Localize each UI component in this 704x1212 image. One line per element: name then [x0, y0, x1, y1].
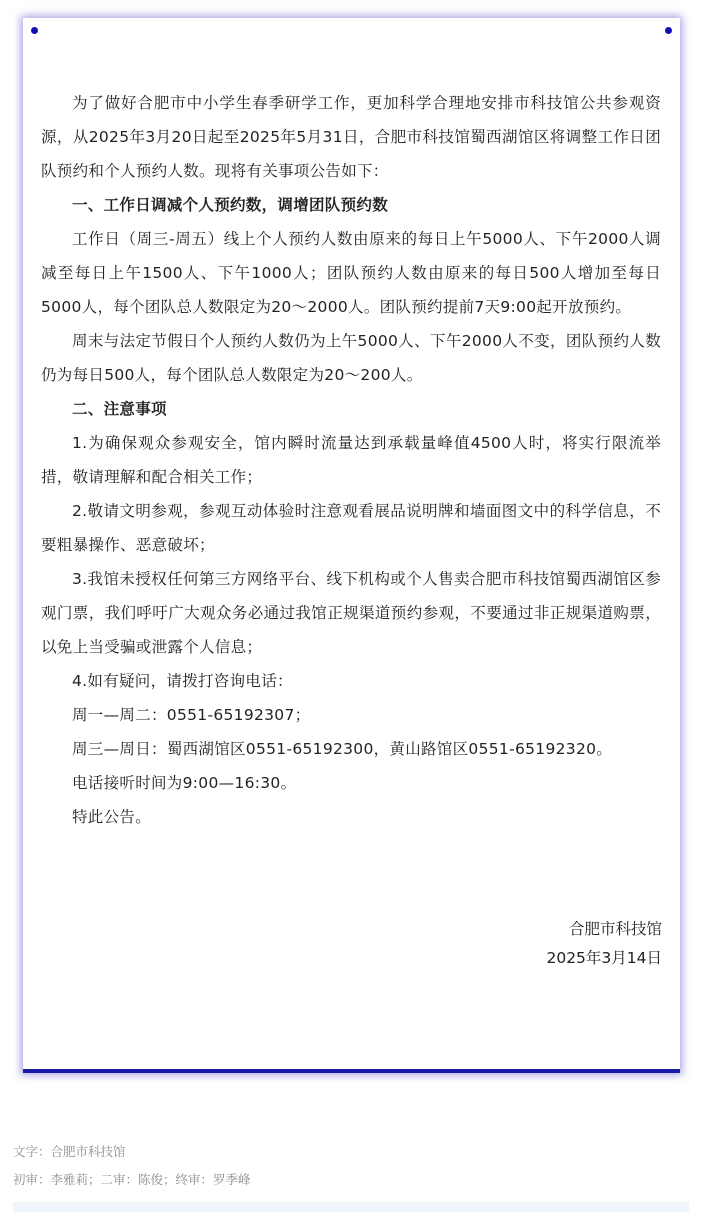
- signature-org: 合肥市科技馆: [568, 920, 662, 938]
- notice-item-3: 3.我馆未授权任何第三方网络平台、线下机构或个人售卖合肥市科技馆蜀西湖馆区参观门票，我们呼吁广大观众务必通过我馆正规渠道预约参观，不要通过非正规渠道购票，以免上当受骗或泄露个人信息；: [41, 570, 661, 656]
- author-credit: 文字：合肥市科技馆: [13, 1144, 126, 1159]
- signature-date: 2025年3月14日: [546, 949, 662, 967]
- bottom-strip: [13, 1202, 689, 1212]
- intro-paragraph: 为了做好合肥市中小学生春季研学工作，更加科学合理地安排市科技馆公共参观资源，从2025年3月20日起至2025年5月31日，合肥市科技馆蜀西湖馆区将调整工作日团队预约和个人预约人数。现将有关事项公告如下：: [41, 94, 661, 180]
- phone-wed-sun: 周三—周日：蜀西湖馆区0551-65192300，黄山路馆区0551-65192320。: [72, 740, 613, 758]
- notice-item-1: 1.为确保观众参观安全，馆内瞬时流量达到承载量峰值4500人时，将实行限流举措，敬请理解和配合相关工作；: [41, 434, 661, 486]
- phone-mon-tue: 周一—周二：0551-65192307；: [72, 706, 311, 724]
- notice-body: [41, 86, 661, 834]
- review-credit: 初审：李雅莉；二审：陈俊；终审：罗季峰: [13, 1172, 251, 1187]
- signature-block: [546, 915, 662, 973]
- section-heading-2: 二、注意事项: [72, 400, 167, 418]
- corner-dot-right: [665, 27, 672, 34]
- weekday-paragraph: 工作日（周三-周五）线上个人预约人数由原来的每日上午5000人、下午2000人调减至每日上午1500人、下午1000人；团队预约人数由原来的每日500人增加至每日5000人，每个团队总人数限定为20～2000人。团队预约提前7天9:00起开放预约。: [41, 230, 661, 316]
- notice-item-2: 2.敬请文明参观，参观互动体验时注意观看展品说明牌和墙面图文中的科学信息，不要粗暴操作、恶意破坏；: [41, 502, 661, 554]
- phone-hours: 电话接听时间为9:00—16:30。: [72, 774, 297, 792]
- credits-block: [13, 1138, 251, 1194]
- section-heading-1: 一、工作日调减个人预约数，调增团队预约数: [72, 196, 389, 214]
- corner-dot-left: [31, 27, 38, 34]
- closing-line: 特此公告。: [72, 808, 152, 826]
- weekend-paragraph: 周末与法定节假日个人预约人数仍为上午5000人、下午2000人不变，团队预约人数仍为每日500人，每个团队总人数限定为20～200人。: [41, 332, 661, 384]
- notice-card: [23, 18, 680, 1073]
- notice-item-4: 4.如有疑问，请拨打咨询电话：: [72, 672, 293, 690]
